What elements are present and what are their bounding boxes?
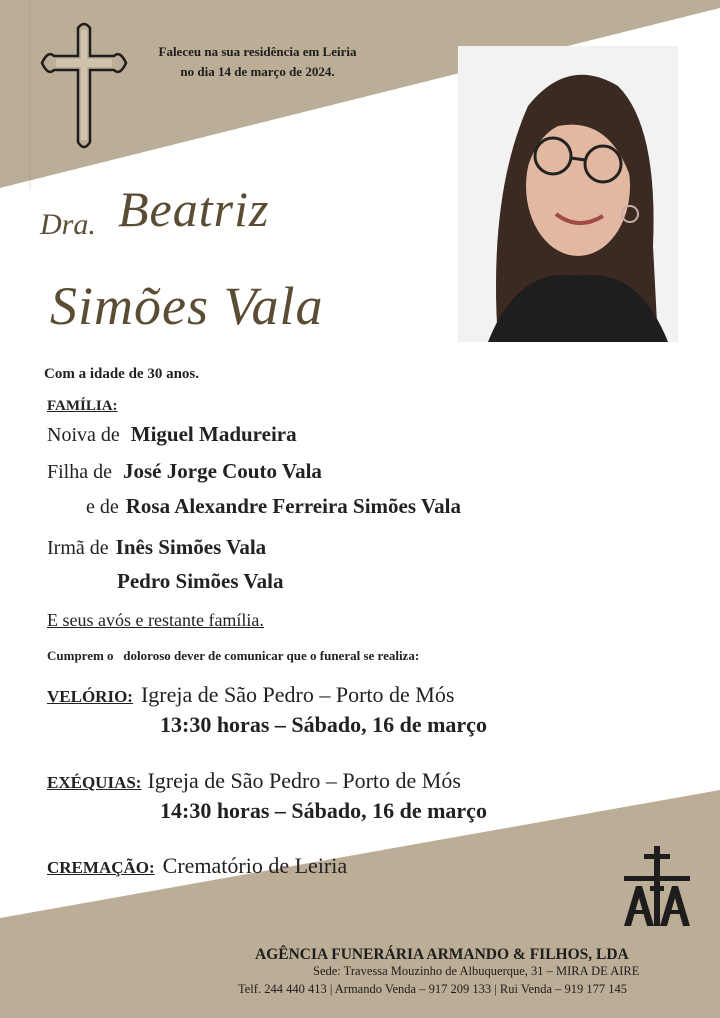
cross-icon [38, 20, 130, 154]
fiance-name: Miguel Madureira [130, 422, 297, 446]
sibling-name-2: Pedro Simões Vala [117, 569, 284, 593]
death-date: no dia 14 de março de 2024. [180, 64, 335, 79]
cremacao-label: CREMAÇÃO: [47, 858, 155, 877]
and-label: e de [86, 496, 119, 518]
father-line [47, 459, 322, 484]
fiance-line [47, 422, 297, 447]
deceased-age: Com a idade de 30 anos. [44, 366, 200, 382]
death-place: Faleceu na sua residência em Leiria [158, 44, 357, 59]
sibling-line-1 [47, 535, 266, 560]
velorio-line [47, 682, 454, 708]
velorio-label: VELÓRIO: [47, 687, 133, 706]
family-heading: FAMÍLIA: [47, 398, 118, 414]
title-prefix: Dra. [40, 208, 96, 241]
mother-line [86, 494, 461, 519]
exequias-place: Igreja de São Pedro – Porto de Mós [147, 768, 461, 793]
cremacao-line [47, 853, 347, 879]
parents-label: Filha de [47, 461, 112, 483]
mother-name: Rosa Alexandre Ferreira Simões Vala [125, 494, 461, 518]
cremacao-place: Crematório de Leiria [162, 853, 348, 878]
exequias-label: EXÉQUIAS: [47, 773, 142, 792]
velorio-time: 13:30 horas – Sábado, 16 de março [160, 712, 487, 737]
agency-logo [620, 846, 694, 928]
agency-name: AGÊNCIA FUNERÁRIA ARMANDO & FILHOS, LDA [255, 946, 629, 963]
deceased-last-name: Simões Vala [50, 276, 324, 336]
portrait-photo [458, 46, 678, 342]
death-notice [135, 42, 380, 82]
other-family: E seus avós e restante família. [47, 610, 264, 630]
sibling-line-2 [117, 569, 283, 594]
agency-address: Sede: Travessa Mouzinho de Albuquerque, 31 – MIRA DE AIRE [313, 964, 640, 978]
agency-phones: Telf. 244 440 413 | Armando Venda – 917 209 133 | Rui Venda – 919 177 145 [238, 982, 628, 996]
deceased-first-name: Beatriz [118, 181, 270, 237]
exequias-time: 14:30 horas – Sábado, 16 de março [160, 798, 487, 823]
exequias-line [47, 768, 461, 794]
sibling-name-1: Inês Simões Vala [115, 535, 267, 559]
funeral-announcement: Cumprem o doloroso dever de comunicar que o funeral se realiza: [47, 648, 420, 663]
father-name: José Jorge Couto Vala [123, 459, 322, 483]
siblings-label: Irmã de [47, 537, 109, 559]
velorio-place: Igreja de São Pedro – Porto de Mós [140, 682, 455, 707]
fiance-label: Noiva de [47, 424, 120, 446]
